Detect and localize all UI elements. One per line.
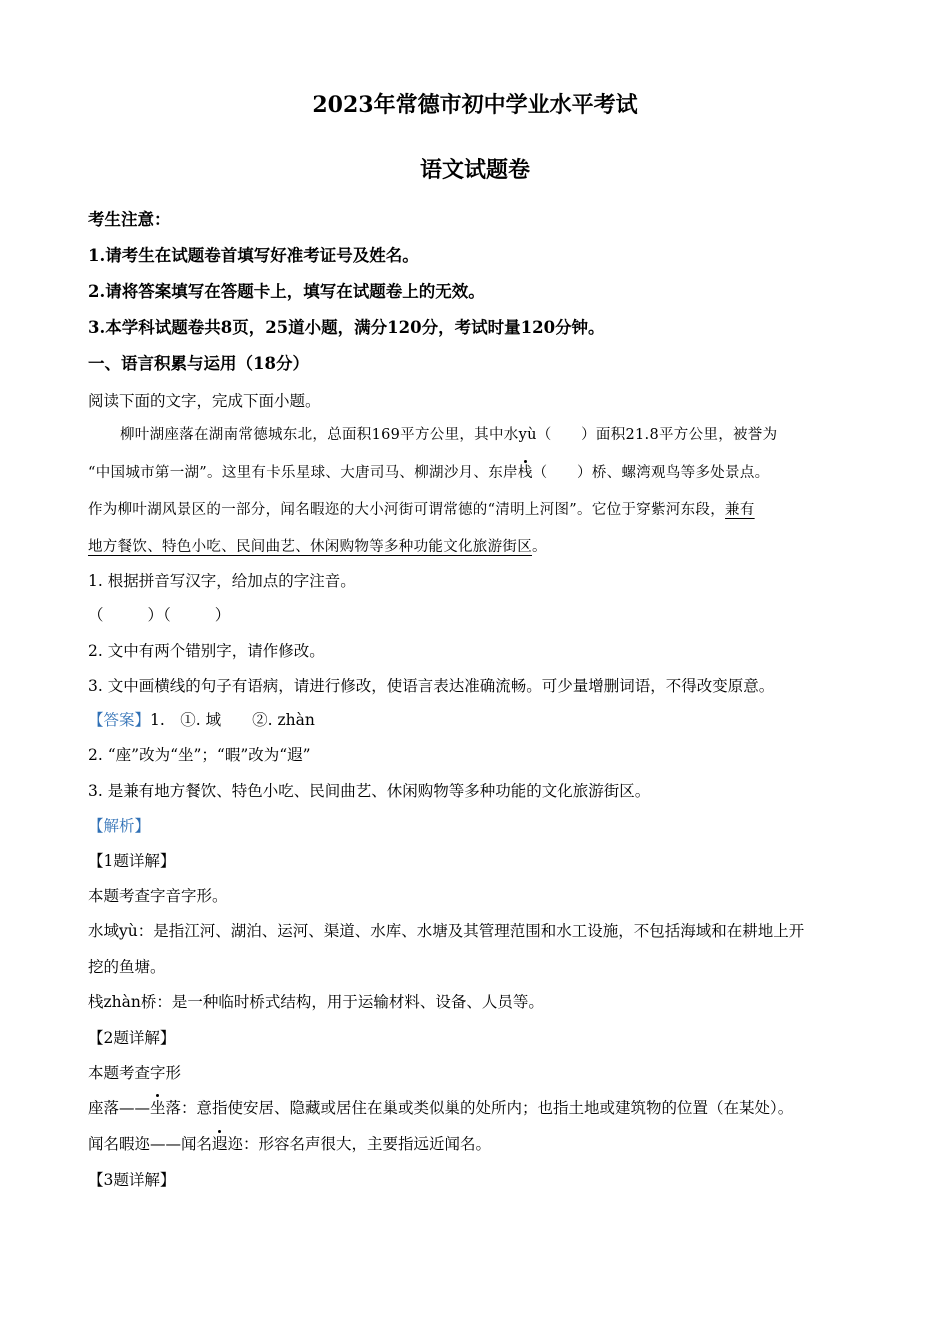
analysis-tag: 【解析】: [88, 817, 151, 835]
detail-2-intro: 本题考查字形: [88, 1064, 182, 1082]
passage-line-2: [88, 462, 868, 484]
notice-item-1: 1.请考生在试题卷首填写好准考证号及姓名。: [88, 246, 419, 265]
passage-line-2-end: （ ）桥、螺湾观鸟等多处景点。: [532, 465, 770, 481]
detail-3-heading: 【3题详解】: [88, 1171, 176, 1189]
question-2: 2. 文中有两个错别字，请作修改。: [88, 642, 325, 660]
detail-2-heading: 【2题详解】: [88, 1029, 176, 1047]
detail-2-line-1: [88, 1097, 868, 1119]
exam-subtitle: 语文试题卷: [419, 157, 530, 183]
dotted-char-xia: 遐: [212, 1135, 228, 1153]
passage-line-1: 柳叶湖座落在湖南常德城东北，总面积169平方公里，其中水yù（ ）面积21.8平方公里，被誉为: [120, 427, 778, 443]
detail-2-line-2: [88, 1133, 868, 1155]
detail-2-line-1-end: 落：意指使安居、隐藏或居住在巢或类似巢的处所内；也指土地或建筑物的位置（在某处）。: [165, 1099, 794, 1117]
answer-tag: 【答案】: [88, 711, 151, 729]
answer-3: 3. 是兼有地方餐饮、特色小吃、民间曲艺、休闲购物等多种功能的文化旅游街区。: [88, 782, 651, 800]
detail-2-line-1-start: 座落——: [88, 1099, 151, 1117]
detail-2-line-2-start: 闻名暇迩——闻名: [88, 1135, 213, 1153]
detail-1-line-1: 水域yù：是指江河、湖泊、运河、渠道、水库、水塘及其管理范围和水工设施，不包括海域和在耕地上开: [88, 922, 805, 940]
underlined-sentence-end: 地方餐饮、特色小吃、民间曲艺、休闲购物等多种功能文化旅游街区: [88, 539, 532, 555]
section-heading: 一、语言积累与运用（18分）: [88, 354, 309, 373]
blank-1-open: （: [88, 606, 104, 624]
exam-title: 2023年常德市初中学业水平考试: [312, 92, 638, 118]
detail-1-line-3: 栈zhàn桥：是一种临时桥式结构，用于运输材料、设备、人员等。: [88, 993, 544, 1011]
question-1: 1. 根据拼音写汉字，给加点的字注音。: [88, 572, 356, 590]
detail-1-heading: 【1题详解】: [88, 852, 176, 870]
notice-heading: 考生注意：: [88, 210, 171, 229]
answer-2: 2. “座”改为“坐”；“暇”改为“遐”: [88, 746, 311, 764]
answer-line-1: [88, 709, 868, 731]
section-instruction: 阅读下面的文字，完成下面小题。: [88, 392, 321, 410]
question-1-blanks: [88, 604, 868, 626]
dotted-char-zhan: 栈: [517, 465, 533, 481]
answer-1: 1. ①. 域 ②. zhàn: [150, 711, 315, 729]
detail-1-line-2: 挖的鱼塘。: [88, 958, 166, 976]
detail-1-intro: 本题考查字音字形。: [88, 887, 228, 905]
detail-2-line-2-end: 迩：形容名声很大，主要指远近闻名。: [227, 1135, 492, 1153]
passage-line-4-period: 。: [532, 539, 547, 555]
passage-line-3: [88, 499, 868, 521]
passage-line-4: [88, 536, 868, 558]
question-3: 3. 文中画横线的句子有语病，请进行修改，使语言表达准确流畅。可少量增删词语，不得改变原意。: [88, 677, 775, 695]
blank-2-open: （: [163, 606, 171, 624]
notice-item-3: 3.本学科试题卷共8页，25道小题，满分120分，考试时量120分钟。: [88, 318, 605, 337]
blank-1-close: ）: [147, 606, 164, 624]
dotted-char-zuo: 坐: [150, 1099, 166, 1117]
blank-2-close: ）: [214, 606, 231, 624]
passage-line-2-start: “中国城市第一湖”。这里有卡乐星球、大唐司马、柳湖沙月、东岸: [88, 465, 518, 481]
notice-item-2: 2.请将答案填写在答题卡上，填写在试题卷上的无效。: [88, 282, 485, 301]
underlined-sentence-start: 兼有: [725, 502, 755, 518]
passage-line-3-text: 作为柳叶湖风景区的一部分，闻名暇迩的大小河街可谓常德的“清明上河图”。它位于穿紫河东段，: [88, 502, 726, 518]
